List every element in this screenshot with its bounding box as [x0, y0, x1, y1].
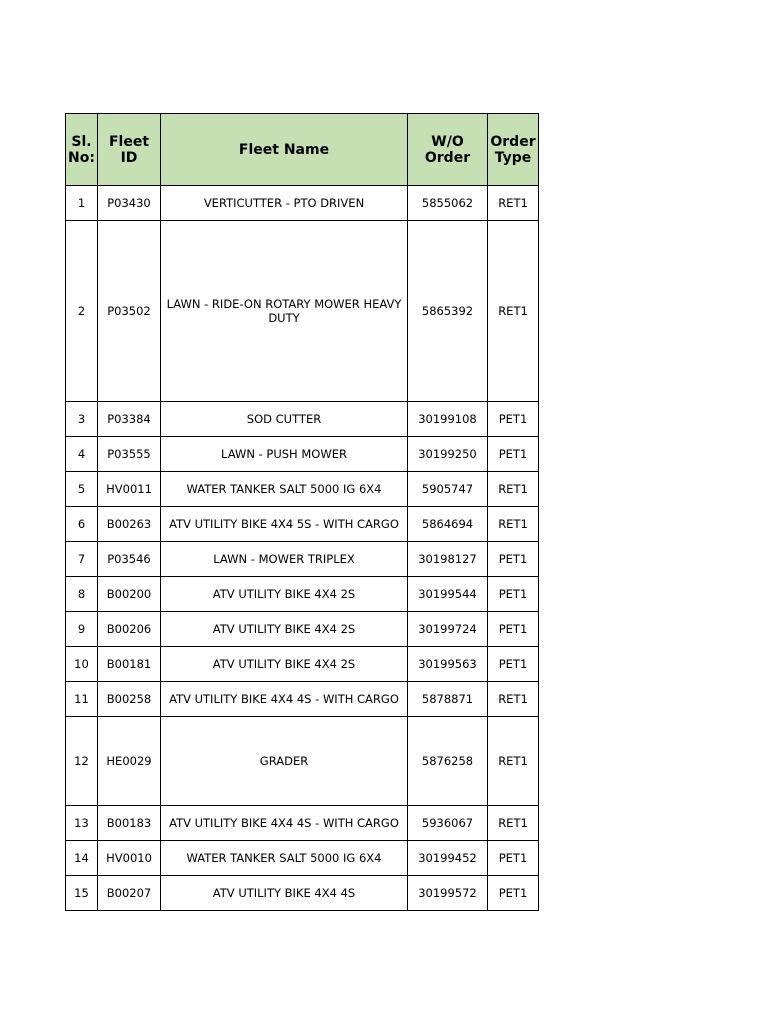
table-row [66, 717, 539, 806]
cell-fleet-name: ATV UTILITY BIKE 4X4 2S [161, 612, 408, 647]
cell-order-type: RET1 [488, 472, 539, 507]
cell-fleet-id: B00200 [98, 577, 161, 612]
cell-fleet-name: ATV UTILITY BIKE 4X4 4S - WITH CARGO [161, 806, 408, 841]
cell-wo-order: 5864694 [408, 507, 488, 542]
cell-sl-no: 9 [66, 612, 98, 647]
table-row [66, 542, 539, 577]
cell-order-type: RET1 [488, 507, 539, 542]
cell-wo-order: 30199563 [408, 647, 488, 682]
table-row [66, 507, 539, 542]
table-row [66, 647, 539, 682]
table-row [66, 682, 539, 717]
fleet-order-table [65, 113, 539, 911]
cell-fleet-id: B00181 [98, 647, 161, 682]
cell-sl-no: 4 [66, 437, 98, 472]
cell-fleet-id: HV0010 [98, 841, 161, 876]
cell-wo-order: 5878871 [408, 682, 488, 717]
cell-fleet-name: VERTICUTTER - PTO DRIVEN [161, 186, 408, 221]
cell-sl-no: 2 [66, 221, 98, 402]
table-row [66, 612, 539, 647]
cell-fleet-id: B00206 [98, 612, 161, 647]
header-row [66, 114, 539, 186]
cell-fleet-id: B00258 [98, 682, 161, 717]
cell-sl-no: 14 [66, 841, 98, 876]
cell-order-type: RET1 [488, 682, 539, 717]
cell-wo-order: 5855062 [408, 186, 488, 221]
cell-sl-no: 6 [66, 507, 98, 542]
cell-sl-no: 15 [66, 876, 98, 911]
cell-fleet-id: P03430 [98, 186, 161, 221]
cell-fleet-id: P03546 [98, 542, 161, 577]
cell-sl-no: 1 [66, 186, 98, 221]
table-row [66, 402, 539, 437]
cell-wo-order: 30199724 [408, 612, 488, 647]
cell-fleet-id: P03555 [98, 437, 161, 472]
cell-wo-order: 30199250 [408, 437, 488, 472]
cell-order-type: PET1 [488, 841, 539, 876]
cell-sl-no: 13 [66, 806, 98, 841]
cell-sl-no: 11 [66, 682, 98, 717]
header-fleet-name: Fleet Name [161, 114, 408, 186]
cell-order-type: PET1 [488, 876, 539, 911]
table-row [66, 437, 539, 472]
cell-order-type: RET1 [488, 806, 539, 841]
cell-fleet-name: ATV UTILITY BIKE 4X4 2S [161, 647, 408, 682]
cell-fleet-name: ATV UTILITY BIKE 4X4 2S [161, 577, 408, 612]
cell-wo-order: 30199544 [408, 577, 488, 612]
cell-fleet-id: B00207 [98, 876, 161, 911]
cell-fleet-name: ATV UTILITY BIKE 4X4 4S - WITH CARGO [161, 682, 408, 717]
table-row [66, 221, 539, 402]
cell-wo-order: 30199452 [408, 841, 488, 876]
cell-order-type: PET1 [488, 647, 539, 682]
cell-order-type: PET1 [488, 402, 539, 437]
header-wo-order: W/O Order [408, 114, 488, 186]
cell-fleet-name: ATV UTILITY BIKE 4X4 4S [161, 876, 408, 911]
cell-wo-order: 30199572 [408, 876, 488, 911]
cell-fleet-name: WATER TANKER SALT 5000 IG 6X4 [161, 841, 408, 876]
cell-fleet-id: B00263 [98, 507, 161, 542]
cell-fleet-id: HV0011 [98, 472, 161, 507]
table-row [66, 841, 539, 876]
cell-fleet-name: GRADER [161, 717, 408, 806]
table-row [66, 876, 539, 911]
cell-sl-no: 3 [66, 402, 98, 437]
cell-sl-no: 8 [66, 577, 98, 612]
cell-fleet-id: HE0029 [98, 717, 161, 806]
table-row [66, 806, 539, 841]
cell-wo-order: 5905747 [408, 472, 488, 507]
cell-fleet-name: LAWN - MOWER TRIPLEX [161, 542, 408, 577]
cell-fleet-name: SOD CUTTER [161, 402, 408, 437]
cell-wo-order: 30199108 [408, 402, 488, 437]
cell-fleet-id: P03384 [98, 402, 161, 437]
cell-order-type: PET1 [488, 577, 539, 612]
table-row [66, 186, 539, 221]
cell-order-type: RET1 [488, 221, 539, 402]
header-fleet-id: Fleet ID [98, 114, 161, 186]
cell-sl-no: 10 [66, 647, 98, 682]
cell-order-type: PET1 [488, 542, 539, 577]
table-row [66, 577, 539, 612]
cell-fleet-name: LAWN - PUSH MOWER [161, 437, 408, 472]
cell-wo-order: 5936067 [408, 806, 488, 841]
cell-wo-order: 5876258 [408, 717, 488, 806]
cell-sl-no: 5 [66, 472, 98, 507]
cell-fleet-name: LAWN - RIDE-ON ROTARY MOWER HEAVY DUTY [161, 221, 408, 402]
cell-fleet-id: P03502 [98, 221, 161, 402]
cell-sl-no: 7 [66, 542, 98, 577]
table-row [66, 472, 539, 507]
cell-fleet-name: WATER TANKER SALT 5000 IG 6X4 [161, 472, 408, 507]
cell-order-type: PET1 [488, 437, 539, 472]
cell-order-type: PET1 [488, 612, 539, 647]
cell-sl-no: 12 [66, 717, 98, 806]
header-sl-no: Sl. No: [66, 114, 98, 186]
cell-wo-order: 5865392 [408, 221, 488, 402]
cell-order-type: RET1 [488, 717, 539, 806]
cell-fleet-name: ATV UTILITY BIKE 4X4 5S - WITH CARGO [161, 507, 408, 542]
cell-fleet-id: B00183 [98, 806, 161, 841]
header-order-type: Order Type [488, 114, 539, 186]
cell-wo-order: 30198127 [408, 542, 488, 577]
cell-order-type: RET1 [488, 186, 539, 221]
